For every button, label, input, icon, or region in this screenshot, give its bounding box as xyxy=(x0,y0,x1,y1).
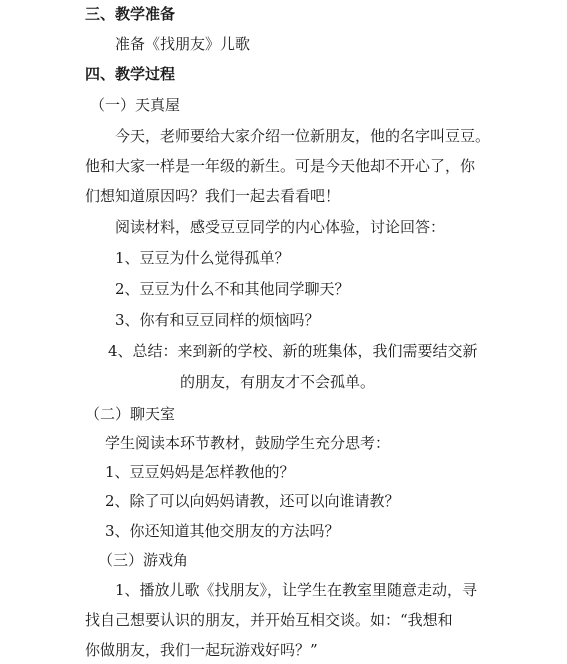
part3-title: （三）游戏角 xyxy=(98,551,189,569)
part1-item-4-continuation: 的朋友，有朋友才不会孤单。 xyxy=(180,373,376,391)
part1-intro-line-3: 们想知道原因吗？我们一起去看看吧！ xyxy=(85,187,341,205)
part2-item-1: 1、豆豆妈妈是怎样教他的？ xyxy=(105,463,295,481)
section3-heading: 三、教学准备 xyxy=(85,5,176,23)
part1-item-1: 1、豆豆为什么觉得孤单？ xyxy=(115,249,290,267)
section4-heading: 四、教学过程 xyxy=(85,65,176,83)
part2-title: （二）聊天室 xyxy=(85,405,176,423)
part1-item-2: 2、豆豆为什么不和其他同学聊天？ xyxy=(115,280,350,298)
part3-line-2: 找自己想要认识的朋友，并开始互相交谈。如：“我想和 xyxy=(85,611,453,629)
part2-instruction: 学生阅读本环节教材，鼓励学生充分思考： xyxy=(105,434,391,452)
part1-intro-line-1: 今天，老师要给大家介绍一位新朋友，他的名字叫豆豆。 xyxy=(115,127,491,145)
part1-instruction: 阅读材料，感受豆豆同学的内心体验，讨论回答： xyxy=(115,218,446,236)
part1-intro-line-2: 他和大家一样是一年级的新生。可是今天他却不开心了，你 xyxy=(85,157,476,175)
part3-line-1: 1、播放儿歌《找朋友》，让学生在教室里随意走动，寻 xyxy=(115,581,478,599)
part1-title: （一）天真屋 xyxy=(90,96,181,114)
part1-item-3: 3、你有和豆豆同样的烦恼吗？ xyxy=(115,311,320,329)
part1-item-4: 4、总结：来到新的学校、新的班集体，我们需要结交新 xyxy=(108,342,478,360)
part3-line-3: 你做朋友，我们一起玩游戏好吗？” xyxy=(85,641,318,659)
part2-item-3: 3、你还知道其他交朋友的方法吗？ xyxy=(105,522,340,540)
section3-text: 准备《找朋友》儿歌 xyxy=(115,35,251,53)
part2-item-2: 2、除了可以向妈妈请教，还可以向谁请教？ xyxy=(105,492,400,510)
